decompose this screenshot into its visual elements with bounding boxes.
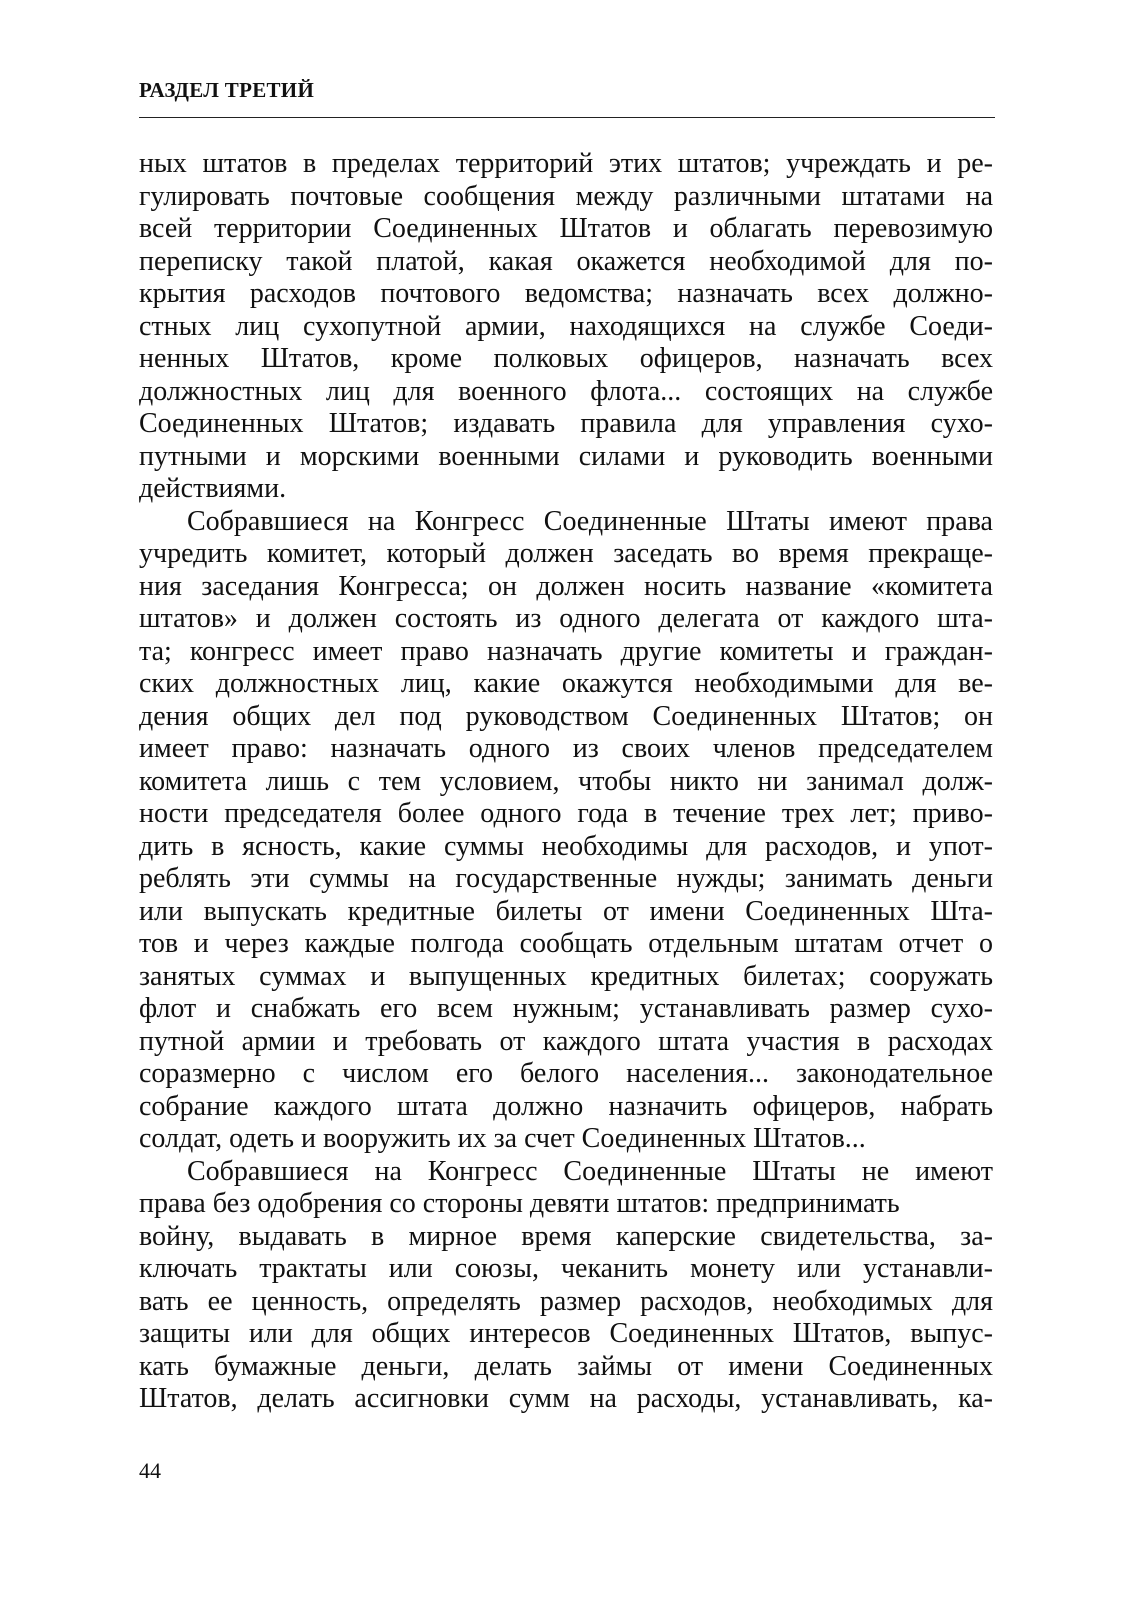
text-line: Собравшиеся на Конгресс Соединенные Штаты имеют права <box>187 505 993 537</box>
text-line: солдат, одеть и вооружить их за счет Соединенных Штатов... <box>139 1123 866 1154</box>
text-line: стных лиц сухопутной армии, находящихся на службе Соеди- <box>139 310 993 342</box>
text-line: дить в ясность, какие суммы необходимы для расходов, и упот- <box>139 830 993 862</box>
page-number: 44 <box>139 1458 161 1483</box>
text-line: ности председателя более одного года в течение трех лет; приво- <box>139 798 993 829</box>
text-line: собрание каждого штата должно назначить офицеров, набрать <box>139 1090 993 1122</box>
text-line: всей территории Соединенных Штатов и облагать перевозимую <box>139 213 993 244</box>
text-line: переписку такой платой, какая окажется необходимой для по- <box>139 245 993 277</box>
text-line: флот и снабжать его всем нужным; устанавливать размер сухо- <box>139 993 993 1024</box>
text-line: кать бумажные деньги, делать займы от имени Соединенных <box>139 1350 993 1382</box>
text-line: Собравшиеся на Конгресс Соединенные Штаты не имеют <box>187 1155 993 1187</box>
text-line: путными и морскими военными силами и руководить военными <box>139 440 993 472</box>
text-line: ных штатов в пределах территорий этих штатов; учреждать и ре- <box>139 148 993 179</box>
text-line: комитета лишь с тем условием, чтобы никто ни занимал долж- <box>139 765 993 797</box>
text-line: дения общих дел под руководством Соединенных Штатов; он <box>139 700 993 732</box>
text-line: занятых суммах и выпущенных кредитных билетах; сооружать <box>139 960 993 992</box>
text-line: Штатов, делать ассигновки сумм на расходы, устанавливать, ка- <box>139 1383 993 1414</box>
text-line: имеет право: назначать одного из своих членов председателем <box>139 733 993 764</box>
text-line: крытия расходов почтового ведомства; назначать всех должно- <box>139 278 993 309</box>
text-line: должностных лиц для военного флота... состоящих на службе <box>139 375 993 407</box>
text-line: соразмерно с числом его белого населения... законодательное <box>139 1058 993 1089</box>
text-line: защиты или для общих интересов Соединенных Штатов, выпус- <box>139 1318 993 1349</box>
text-line: действиями. <box>139 473 287 504</box>
text-line: войну, выдавать в мирное время каперские свидетельства, за- <box>139 1220 993 1252</box>
text-line: реблять эти суммы на государственные нужды; занимать деньги <box>139 863 993 894</box>
text-line: путной армии и требовать от каждого штата участия в расходах <box>139 1025 993 1057</box>
running-head: РАЗДЕЛ ТРЕТИЙ <box>139 78 315 102</box>
text-line: ских должностных лиц, какие окажутся необходимыми для ве- <box>139 668 993 699</box>
text-line: ненных Штатов, кроме полковых офицеров, назначать всех <box>139 343 993 374</box>
text-line: та; конгресс имеет право назначать другие комитеты и граждан- <box>139 635 993 667</box>
text-line: учредить комитет, который должен заседать во время прекраще- <box>139 538 993 569</box>
body-text <box>139 148 993 1416</box>
text-line: вать ее ценность, определять размер расходов, необходимых для <box>139 1285 993 1317</box>
text-line: права без одобрения со стороны девяти штатов: предпринимать <box>139 1188 900 1219</box>
header-rule <box>139 117 995 118</box>
text-line: или выпускать кредитные билеты от имени Соединенных Шта- <box>139 895 993 927</box>
text-line: тов и через каждые полгода сообщать отдельным штатам отчет о <box>139 928 993 959</box>
text-line: штатов» и должен состоять из одного делегата от каждого шта- <box>139 603 993 634</box>
text-line: Соединенных Штатов; издавать правила для управления сухо- <box>139 408 993 439</box>
text-line: ключать трактаты или союзы, чеканить монету или устанавли- <box>139 1253 993 1284</box>
text-line: гулировать почтовые сообщения между различными штатами на <box>139 180 993 212</box>
text-line: ния заседания Конгресса; он должен носить название «комитета <box>139 570 993 602</box>
